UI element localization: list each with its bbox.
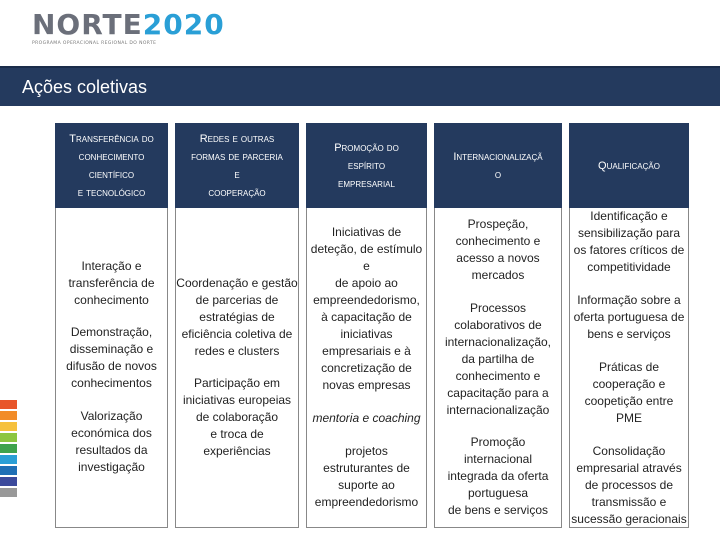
header-line: espírito: [347, 159, 386, 172]
column-header-qualificacao: [569, 123, 689, 208]
color-stripe-sidebar: [0, 400, 17, 499]
logo-norte-text: NORTE: [32, 8, 143, 41]
header-line: Transferência do: [69, 132, 154, 145]
header-line: cooperação: [208, 186, 266, 199]
color-stripe: [0, 477, 17, 486]
title-banner: [0, 66, 720, 106]
column-body-qualificacao: [569, 208, 689, 528]
column-body-promocao: [306, 208, 427, 528]
column-header-promocao: [306, 123, 427, 208]
column-header-internacionalizacao: [434, 123, 562, 208]
color-stripe: [0, 488, 17, 497]
list-item: Identificação e sensibilização para os fatores críticos de competitividade: [573, 209, 685, 274]
column-header-transferencia: [55, 123, 168, 208]
list-item: Consolidação empresarial através de processos de transmissão e sucessão geracionais: [571, 444, 687, 526]
header-line: e tecnológico: [77, 186, 146, 199]
header-line: Qualificação: [598, 159, 660, 172]
list-item: projetos estruturantes de suporte ao empreendedorismo: [314, 444, 419, 509]
header-line: Redes e outras: [199, 132, 275, 145]
list-item: Coordenação e gestão de parcerias de estratégias de eficiência coletiva de redes e clusters: [176, 276, 298, 358]
column-header-redes: [175, 123, 299, 208]
logo-wordmark: [32, 8, 225, 41]
header-line: Promoção do: [334, 141, 399, 154]
color-stripe: [0, 422, 17, 431]
color-stripe: [0, 444, 17, 453]
list-item: Práticas de cooperação e coopetição entre PME: [584, 360, 674, 425]
list-item: Informação sobre a oferta portuguesa de bens e serviços: [573, 293, 685, 341]
list-item: Processos colaborativos de internacionalização, da partilha de conhecimento e capacitação para a internacionalização: [444, 301, 552, 417]
header-line: Internacionalizaçã: [453, 150, 543, 163]
list-item: Iniciativas de deteção, de estímulo e de apoio ao empreendedorismo, à capacitação de iniciativas empresariais e à concretização de novas empresas: [310, 225, 423, 392]
header-line: e: [234, 168, 240, 181]
header-line: científico: [88, 168, 135, 181]
color-stripe: [0, 433, 17, 442]
slide-title: Ações coletivas: [22, 77, 148, 97]
header-line: conhecimento: [78, 150, 145, 163]
color-stripe: [0, 455, 17, 464]
header-line: o: [494, 168, 502, 181]
list-item: Demonstração, disseminação e difusão de novos conhecimentos: [66, 325, 157, 390]
header-line: formas de parceria: [191, 150, 283, 163]
norte2020-logo: [32, 8, 225, 50]
color-stripe: [0, 400, 17, 409]
list-item: Valorização económica dos resultados da investigação: [71, 409, 152, 474]
logo-subtitle: PROGRAMA OPERACIONAL REGIONAL DO NORTE: [32, 41, 157, 46]
list-item: mentoria e coaching: [312, 411, 421, 425]
column-body-transferencia: [55, 208, 168, 528]
list-item: Promoção internacional integrada da oferta portuguesa de bens e serviços: [447, 435, 549, 517]
color-stripe: [0, 411, 17, 420]
color-stripe: [0, 466, 17, 475]
list-item: Interação e transferência de conhecimento: [68, 259, 155, 307]
column-body-redes: [175, 208, 299, 528]
list-item: Participação em iniciativas europeias de colaboração e troca de experiências: [182, 376, 292, 458]
list-item: Prospeção, conhecimento e acesso a novos mercados: [455, 217, 541, 282]
column-body-internacionalizacao: [434, 208, 562, 528]
header-line: empresarial: [338, 177, 395, 190]
logo-2020-text: 2020: [142, 8, 225, 41]
